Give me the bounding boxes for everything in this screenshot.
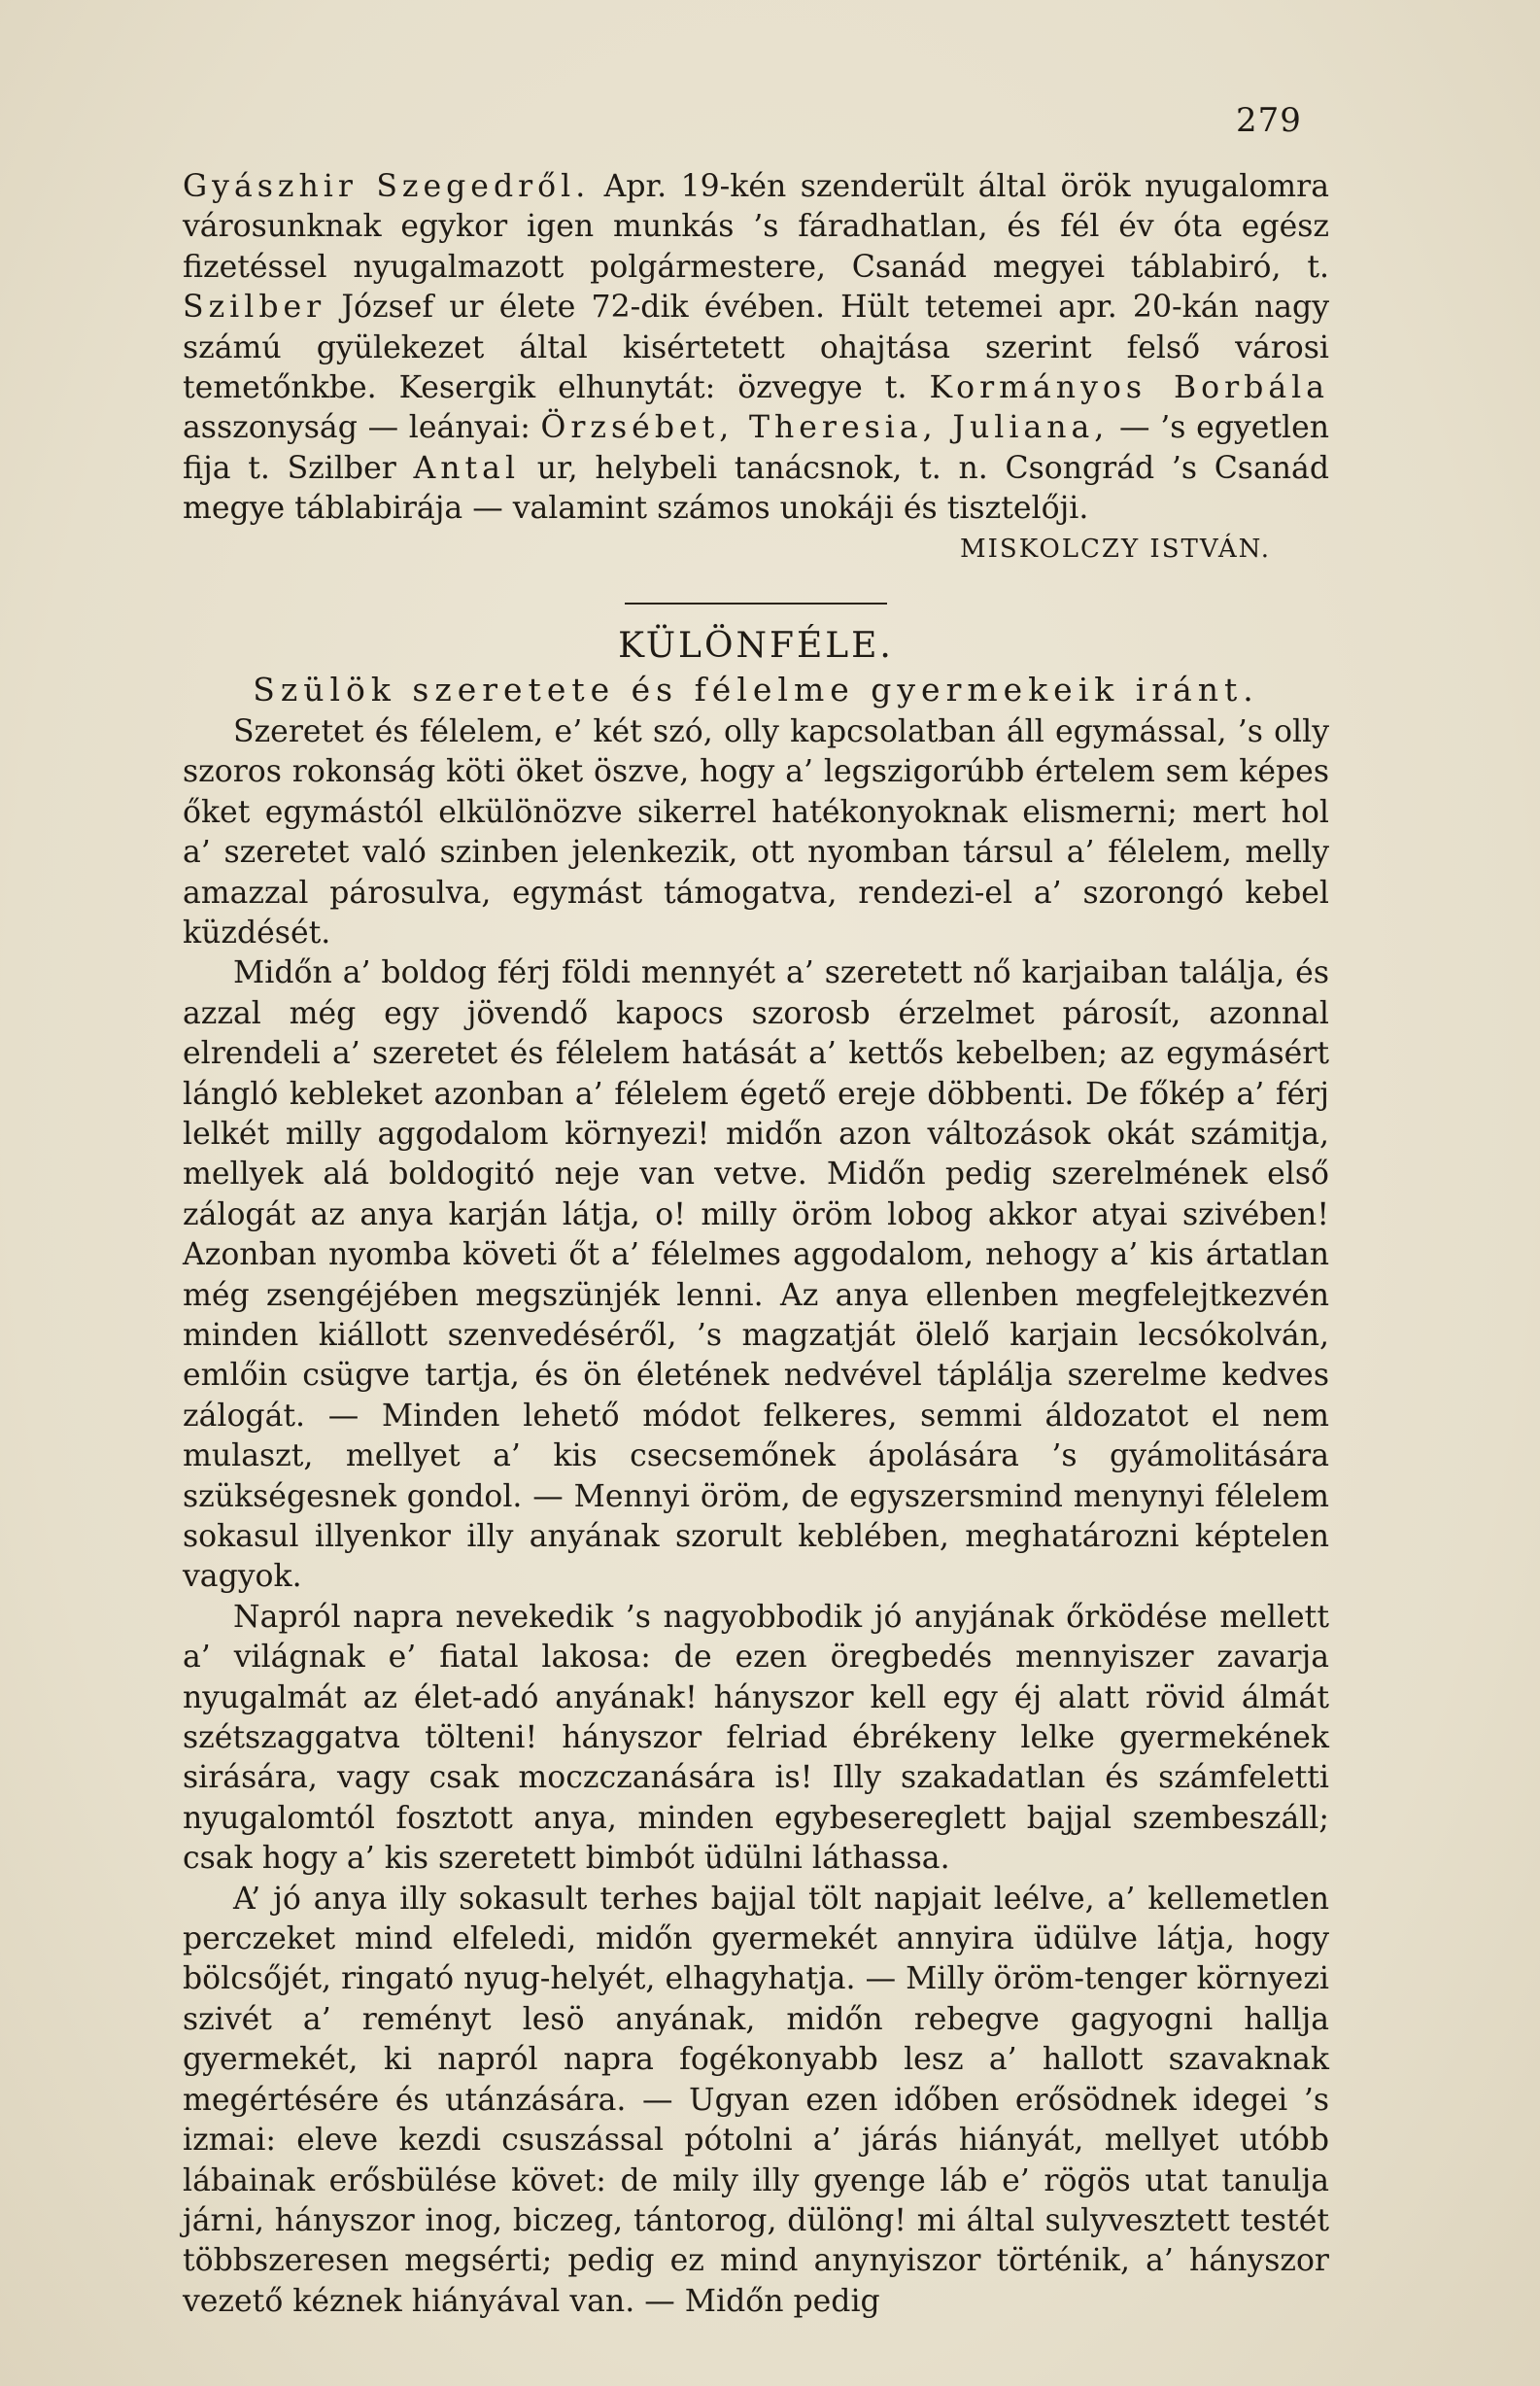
page-number: 279 bbox=[1236, 101, 1302, 140]
obituary-text-2: József ur élete 72-dik évében. Hült tetemei apr. 20-kán nagy számú gyülekezet által kisértetett ohajtása szerint felső városi temetőnkbe. Kesergik elhunytát: özvegye t. bbox=[183, 290, 1329, 406]
section-title: KÜLÖNFÉLE. bbox=[618, 626, 894, 667]
body-paragraph: A’ jó anya illy sokasult terhes bajjal tölt napjait leélve, a’ kellemetlen perczeket mind elfeledi, midőn gyermekét annyira üdülve látja, hogy bölcsőjét, ringató nyug-helyét, elhagyhatja. — Milly öröm-tenger környezi szivét a’ reményt lesö anyának, midőn rebegve gagyogni hallja gyermekét, ki napról napra fogékonyabb lesz a’ hallott szavaknak megértésére és utánzására. — Ugyan ezen időben erősödnek idegei ’s izmai: eleve kezdi csuszással pótolni a’ járás hiányát, mellyet utóbb lábainak erősbülése követ: de mily illy gyenge láb e’ rögös utat tanulja járni, hányszor inog, biczeg, tántorog, dülöng! mi által sulyvesztett testét többszeresen megsérti; pedig ez mind anynyiszor történik, a’ hányszor vezető kéznek hiányával van. — Midőn pedig bbox=[183, 1881, 1329, 2319]
name-son: Antal bbox=[413, 450, 521, 486]
obituary-text-4: — ’s egyetlen fija t. Szilber bbox=[183, 410, 1330, 486]
name-deceased: Szilber bbox=[183, 290, 326, 326]
body-paragraph: Midőn a’ boldog férj földi mennyét a’ szeretett nő karjaiban találja, és azzal még egy jövendő kapocs szorosb érzelmet párosít, azonnal elrendeli a’ szeretet és félelem hatását a’ kettős kebelben; az egymásért lángló kebleket azonban a’ félelem égető ereje döbbenti. De főkép a’ férj lelkét milly aggodalom környezi! midőn azon változások okát számitja, mellyek alá boldogitó neje van vetve. Midőn pedig szerelmének első zálogát az anya karján látja, o! milly öröm lobog akkor atyai szivében! Azonban nyomba követi őt a’ félelmes aggodalom, nehogy a’ kis ártatlan még zsengéjében megszünjék lenni. Az anya ellenben megfelejtkezvén minden kiállott szenvedéséről, ’s magzatját ölelő karjain lecsókolván, emlőin csügve tartja, és ön életének nedvével táplálja szerelme kedves zálogát. — Minden lehető módot felkeres, semmi áldozatot el nem mulaszt, mellyet a’ kis csecsemőnek ápolására ’s gyámolitására szükségesnek gondol. — Mennyi öröm, de egyszersmind menynyi félelem sokasul illyenkor illy anyának szorult keblében, meghatározni képtelen vagyok. bbox=[183, 955, 1329, 1595]
body-paragraph: Szeretet és félelem, e’ két szó, olly kapcsolatban áll egymással, ’s olly szoros rokonság köti öket öszve, hogy a’ legszigorúbb értelem sem képes őket egymástól elkülönözve sikerrel hatékonyoknak elismerni; mert hol a’ szeretet való szinben jelenkezik, ott nyomban társul a’ félelem, melly amazzal párosulva, egymást támogatva, rendezi-el a’ szorongó kebel küzdését. bbox=[183, 713, 1329, 951]
signature: MISKOLCZY ISTVÁN. bbox=[960, 534, 1271, 564]
obituary-paragraph bbox=[183, 167, 1329, 530]
section-divider bbox=[625, 603, 887, 605]
obituary-text-5: ur, helybeli tanácsnok, t. n. Csongrád ’s Csanád megye táblabirája — valamint számos unokáji és tisztelőji. bbox=[183, 450, 1329, 527]
obituary-text-1: Apr. 19-kén szenderült által örök nyugalomra városunknak egykor igen munkás ’s fáradhatlan, és fél év óta egész fizetéssel nyugalmazott polgármestere, Csanád megyei táblabiró, t. bbox=[183, 169, 1329, 285]
name-widow: Kormányos Borbála bbox=[929, 370, 1329, 406]
signature-line bbox=[183, 530, 1329, 570]
obituary-text-3: asszonyság — leányai: bbox=[183, 410, 541, 446]
section-subtitle: Szülök szeretete és félelme gyermekeik iránt. bbox=[253, 671, 1259, 709]
text-column bbox=[183, 167, 1329, 2322]
obituary-heading: Gyászhir Szegedről. bbox=[183, 169, 591, 204]
body-paragraph: Napról napra nevekedik ’s nagyobbodik jó anyjának őrködése mellett a’ világnak e’ fiatal lakosa: de ezen öregbedés mennyiszer zavarja nyugalmát az élet-adó anyának! hányszor kell egy éj alatt rövid álmát szétszaggatva tölteni! hányszor felriad ébrékeny lelke gyermekének sirására, vagy csak moczczanására is! Illy szakadatlan és számfeletti nyugalomtól fosztott anya, minden egybesereglett bajjal szembeszáll; csak hogy a’ kis szeretett bimbót üdülni láthassa. bbox=[183, 1599, 1329, 1877]
names-daughters: Örzsébet, Theresia, Juliana, bbox=[540, 410, 1110, 446]
